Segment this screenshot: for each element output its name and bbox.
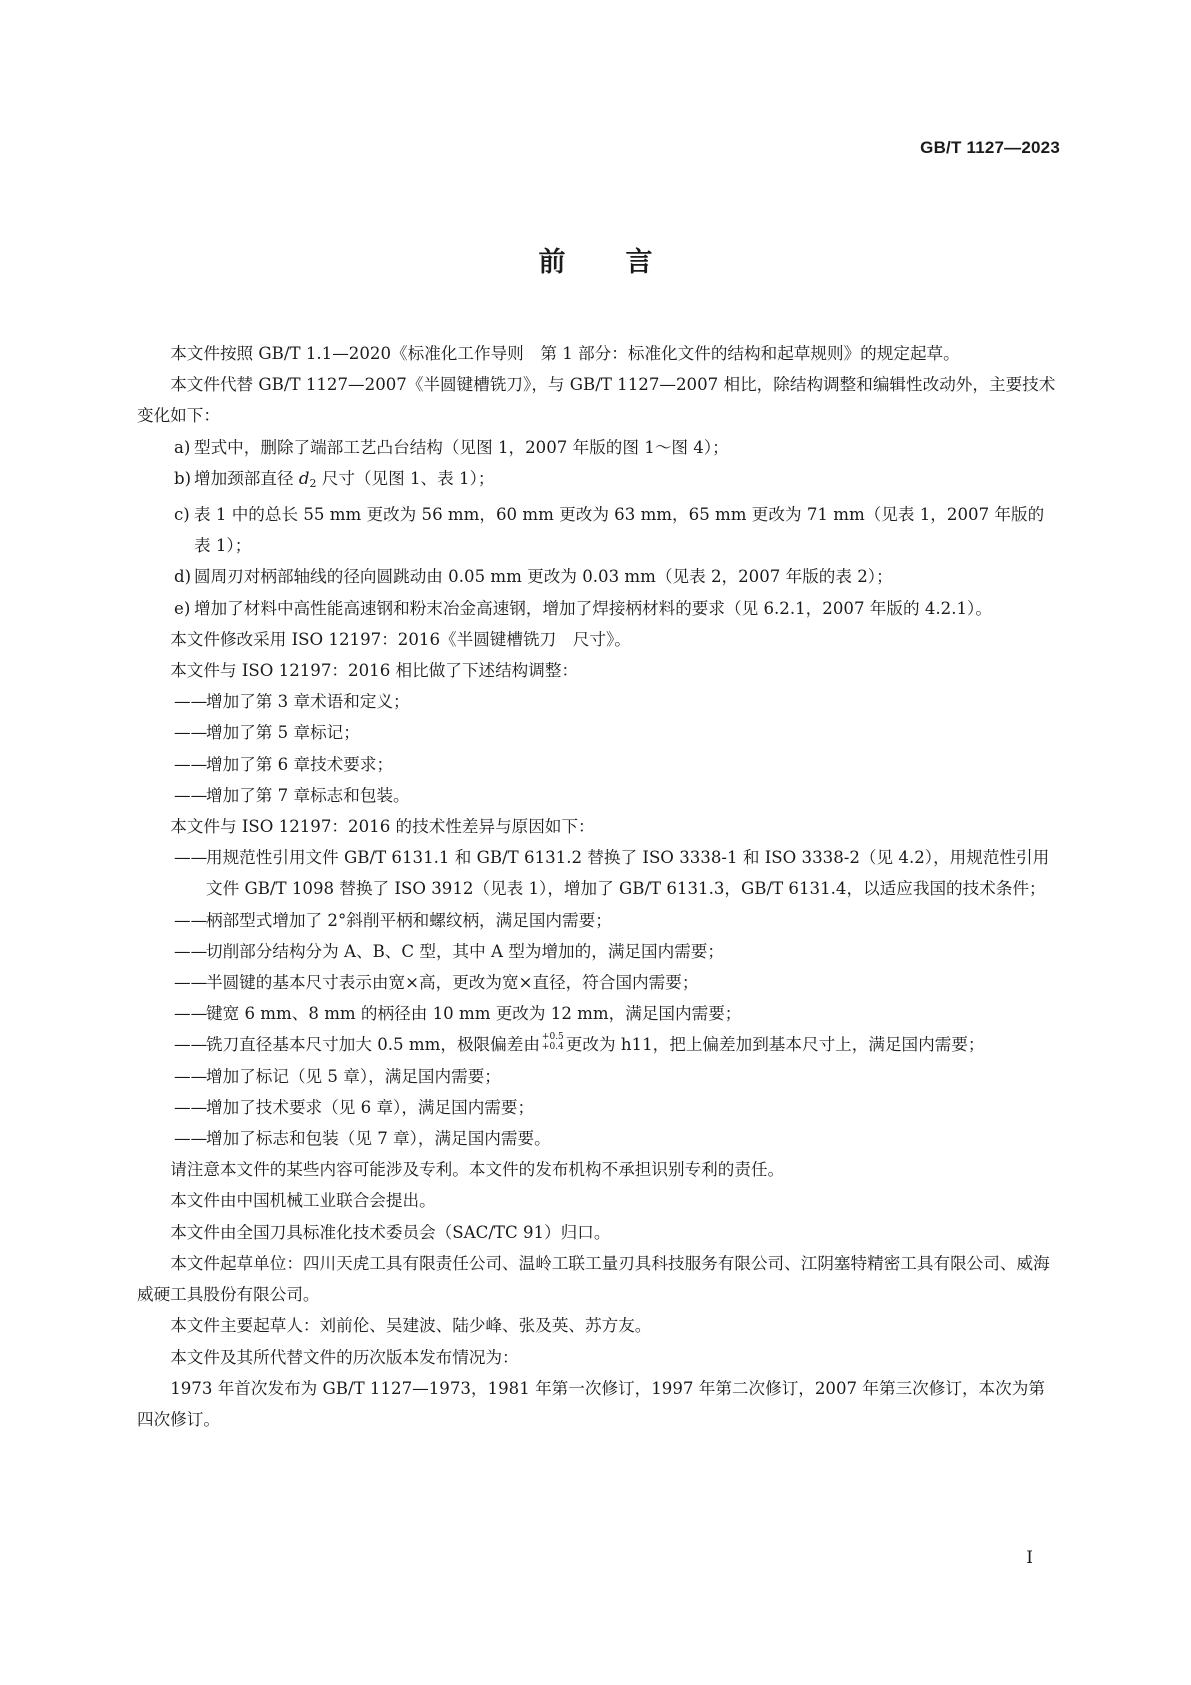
paragraph-history-intro: 本文件及其所代替文件的历次版本发布情况为： <box>170 1347 519 1367</box>
paragraph-committee: 本文件由全国刀具标准化技术委员会（SAC/TC 91）归口。 <box>170 1222 611 1242</box>
list-text: 增加颈部直径 <box>194 468 299 488</box>
tolerance-upper: +0.5 <box>541 1032 564 1043</box>
dash-text: 增加了第 7 章标志和包装。 <box>206 785 410 805</box>
dash-item <box>137 967 1058 998</box>
dash-item <box>137 905 1058 936</box>
dash-item <box>137 1092 1058 1123</box>
list-marker: a) <box>174 437 191 457</box>
dash-text: 增加了第 3 章术语和定义； <box>206 692 410 712</box>
paragraph-structural-intro: 本文件与 ISO 12197：2016 相比做了下述结构调整： <box>170 661 579 681</box>
dash-text: 增加了技术要求（见 6 章），满足国内需要； <box>206 1097 535 1117</box>
paragraph-drafters: 本文件主要起草人：刘前伦、吴建波、陆少峰、张及英、苏方友。 <box>170 1316 652 1336</box>
dash-text: 切削部分结构分为 A、B、C 型，其中 A 型为增加的，满足国内需要； <box>206 941 724 961</box>
dash-item <box>137 749 1058 780</box>
dash-text: 增加了第 6 章技术要求； <box>206 754 394 774</box>
dash-marker: —— <box>174 1129 208 1149</box>
variable-d: d <box>298 468 310 488</box>
paragraph-replacement: 本文件代替 GB/T 1127—2007《半圆键槽铣刀》，与 GB/T 1127—2007 相比，除结构调整和编辑性改动外，主要技术变化如下： <box>137 375 1056 426</box>
dash-text: 键宽 6 mm、8 mm 的柄径由 10 mm 更改为 12 mm，满足国内需要； <box>206 1004 742 1024</box>
dash-text: 柄部型式增加了 2°斜削平柄和螺纹柄，满足国内需要； <box>206 910 612 930</box>
dash-marker: —— <box>174 973 208 993</box>
dash-item <box>137 936 1058 967</box>
list-marker: e) <box>174 598 191 618</box>
dash-item <box>137 842 1058 904</box>
list-item-b <box>137 463 1058 499</box>
paragraph-drafting-rules: 本文件按照 GB/T 1.1—2020《标准化工作导则 第 1 部分：标准化文件的结构和起草规则》的规定起草。 <box>170 344 960 363</box>
list-marker: d) <box>174 567 192 587</box>
list-text: 增加了材料中高性能高速钢和粉末冶金高速钢，增加了焊接柄材料的要求（见 6.2.1，2007 年版的 4.2.1）。 <box>194 598 992 618</box>
dash-item <box>137 1123 1058 1154</box>
dash-text: 增加了标志和包装（见 7 章），满足国内需要。 <box>206 1129 551 1149</box>
tolerance-lower: +0.4 <box>541 1042 564 1053</box>
list-item-e <box>137 593 1058 624</box>
dash-marker: —— <box>174 785 208 805</box>
dash-marker: —— <box>174 692 208 712</box>
dash-text: 用规范性引用文件 GB/T 6131.1 和 GB/T 6131.2 替换了 ISO 3338-1 和 ISO 3338-2（见 4.2），用规范性引用文件 GB/T 1098 替换了 ISO 3912（见表 1），增加了 GB/T 6131.3，GB/T 6131.4，以适应我国的技术条件； <box>206 848 1050 899</box>
page-number: I <box>1026 1548 1033 1568</box>
dash-marker: —— <box>174 910 208 930</box>
paragraph-drafting-units: 本文件起草单位：四川天虎工具有限责任公司、温岭工联工量刃具科技服务有限公司、江阴塞特精密工具有限公司、威海威硬工具股份有限公司。 <box>137 1253 1050 1305</box>
dash-text: 增加了标记（见 5 章），满足国内需要； <box>206 1066 501 1086</box>
list-item-c <box>137 499 1058 561</box>
dash-marker: —— <box>174 941 208 961</box>
dash-text: 更改为 h11，把上偏差加到基本尺寸上，满足国内需要； <box>565 1035 985 1055</box>
dash-marker: —— <box>174 1035 208 1055</box>
paragraph-patent-notice: 请注意本文件的某些内容可能涉及专利。本文件的发布机构不承担识别专利的责任。 <box>170 1160 785 1180</box>
dash-marker: —— <box>174 1097 208 1117</box>
paragraph-history: 1973 年首次发布为 GB/T 1127—1973，1981 年第一次修订，1997 年第二次修订，2007 年第三次修订，本次为第四次修订。 <box>137 1378 1045 1429</box>
dash-text: 半圆键的基本尺寸表示由宽×高，更改为宽×直径，符合国内需要； <box>206 973 699 993</box>
document-body <box>137 338 1058 1435</box>
dash-marker: —— <box>174 848 208 868</box>
list-text: 圆周刃对柄部轴线的径向圆跳动由 0.05 mm 更改为 0.03 mm（见表 2，2007 年版的表 2）； <box>194 567 893 587</box>
dash-text: 增加了第 5 章标记； <box>206 723 360 743</box>
list-item-d <box>137 561 1058 592</box>
dash-marker: —— <box>174 754 208 774</box>
standard-code: GB/T 1127—2023 <box>920 138 1060 157</box>
list-text: 表 1 中的总长 55 mm 更改为 56 mm，60 mm 更改为 63 mm，65 mm 更改为 71 mm（见表 1，2007 年版的表 1）； <box>194 505 1045 556</box>
dash-item <box>137 1061 1058 1092</box>
dash-item <box>137 780 1058 811</box>
list-item-a <box>137 432 1058 463</box>
paragraph-technical-intro: 本文件与 ISO 12197：2016 的技术性差异与原因如下： <box>170 817 595 837</box>
paragraph-proposer: 本文件由中国机械工业联合会提出。 <box>170 1191 436 1211</box>
dash-marker: —— <box>174 1066 208 1086</box>
list-marker: c) <box>174 505 190 525</box>
page-title: 前言 <box>538 247 713 278</box>
dash-text: 铣刀直径基本尺寸加大 0.5 mm，极限偏差由 <box>206 1035 540 1055</box>
dash-marker: —— <box>174 1004 208 1024</box>
dash-item <box>137 686 1058 717</box>
dash-item <box>137 717 1058 748</box>
list-marker: b) <box>174 468 192 488</box>
list-text: 型式中，删除了端部工艺凸台结构（见图 1，2007 年版的图 1～图 4）； <box>194 437 729 457</box>
dash-marker: —— <box>174 723 208 743</box>
variable-subscript: 2 <box>309 476 317 490</box>
paragraph-iso-adoption: 本文件修改采用 ISO 12197：2016《半圆键槽铣刀 尺寸》。 <box>170 629 631 649</box>
list-text: 尺寸（见图 1、表 1）； <box>316 468 495 488</box>
tolerance-stack <box>542 1032 564 1052</box>
dash-item <box>137 998 1058 1029</box>
dash-item <box>137 1029 1058 1060</box>
